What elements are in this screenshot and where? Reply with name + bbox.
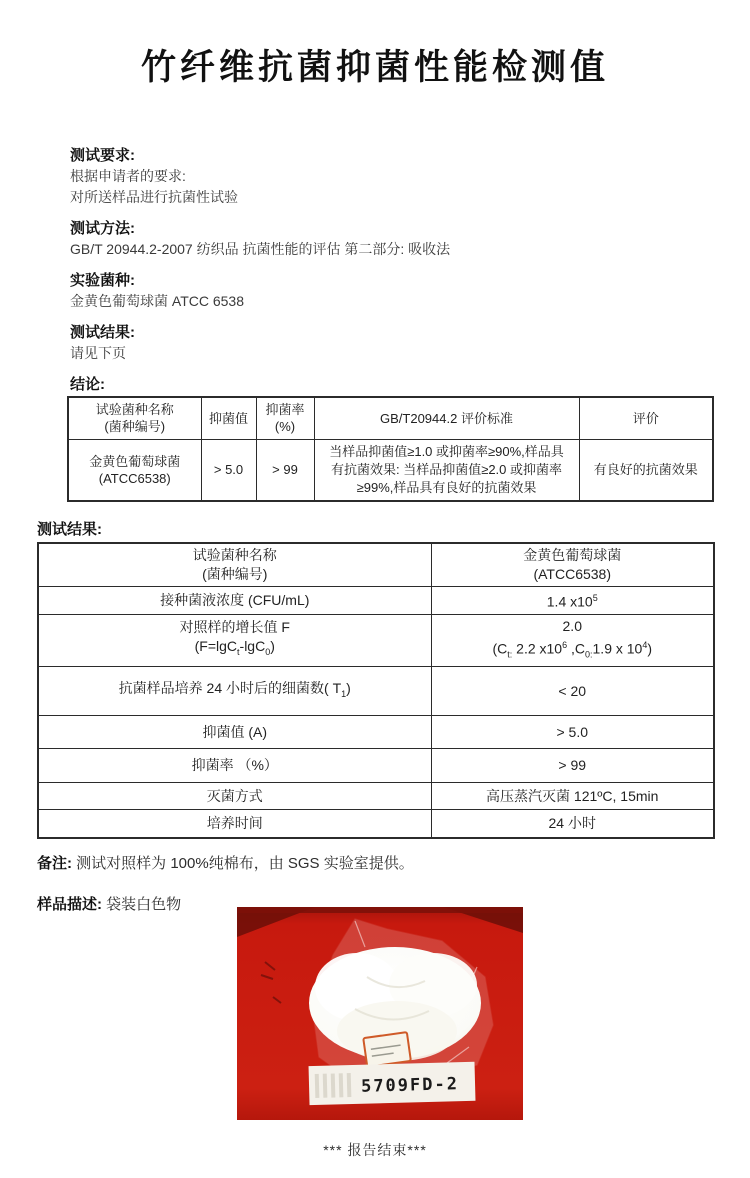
header-evaluation: 评价 [579,397,713,439]
header-strain-name: 试验菌种名称 (菌种编号) [68,397,201,439]
sample-tag [363,1032,411,1067]
results-row-count24-value: < 20 [431,667,714,716]
test-request-line-2: 对所送样品进行抗菌性试验 [70,189,238,205]
results-table [37,542,715,839]
sample-description-line [37,893,181,914]
results-row-inhibition-value [38,716,714,749]
results-row-strain-label: 试验菌种名称 (菌种编号) [38,543,431,587]
page-title: 竹纤维抗菌抑菌性能检测值 [140,48,609,87]
cell-strain-name: 金黄色葡萄球菌 (ATCC6538) [68,439,201,501]
results-row-incubation [38,810,714,838]
remark-label: 备注: [37,855,72,872]
results-row-incubation-label: 培养时间 [38,810,431,838]
info-sections [70,146,670,406]
conclusion-table-data-row [68,439,713,501]
conclusion-label: 结论: [70,376,105,393]
section-test-strain [70,271,670,312]
test-result-label: 测试结果: [70,324,135,341]
sample-description-text: 袋装白色物 [102,896,182,913]
results-row-count24 [38,667,714,716]
results-row-growth-label: 对照样的增长值 F (F=lgC$_t$-lgC$_0$) [38,614,431,666]
test-result-line-1: 请见下页 [70,345,126,361]
test-method-line-1: GB/T 20944.2-2007 纺织品 抗菌性能的评估 第二部分: 吸收法 [70,241,451,257]
results-row-inhibition-rate-value: > 99 [431,749,714,783]
test-request-label: 测试要求: [70,147,135,164]
results-row-growth [38,614,714,666]
results-row-sterilization-label: 灭菌方式 [38,783,431,810]
section-test-method [70,219,670,260]
section-test-request [70,146,670,208]
section-test-result [70,323,670,364]
results-row-sterilization [38,783,714,810]
cell-inhibition-rate: > 99 [256,439,314,501]
photo-label-card [309,1062,476,1105]
section-conclusion [70,375,670,395]
results-row-concentration-label: 接种菌液浓度 (CFU/mL) [38,587,431,615]
remark-text: 测试对照样为 100%纯棉布，由 SGS 实验室提供。 [72,855,414,872]
cell-inhibition-value: > 5.0 [201,439,256,501]
cell-criteria: 当样品抑菌值≥1.0 或抑菌率≥90%,样品具有抗菌效果: 当样品抑菌值≥2.0 或抑菌率≥99%,样品具有良好的抗菌效果 [314,439,579,501]
results-row-growth-value: 2.0 ($C_{t:}$ 2.2 $x10^6$ $,C_{0:}1.9$ x $10^4$) [431,614,714,666]
report-end-footer: *** 报告结束*** [323,1142,427,1158]
sample-description-label: 样品描述: [37,896,102,913]
conclusion-table [67,396,714,502]
photo-label-text: 5709FD-2 [360,1074,460,1097]
results-row-strain-value: 金黄色葡萄球菌 (ATCC6538) [431,543,714,587]
results-row-inhibition-value-value: > 5.0 [431,716,714,749]
results-row-concentration-value: 1.4 $x10^5$ [431,587,714,615]
test-request-line-1: 根据申请者的要求: [70,168,186,184]
header-inhibition-value: 抑菌值 [201,397,256,439]
test-strain-label: 实验菌种: [70,272,135,289]
header-inhibition-rate: 抑菌率 (%) [256,397,314,439]
results-row-strain [38,543,714,587]
results-row-concentration [38,587,714,615]
results-row-incubation-value: 24 小时 [431,810,714,838]
test-method-label: 测试方法: [70,220,135,237]
remark-line [37,852,414,873]
photo-top-band [237,907,523,913]
results-row-sterilization-value: 高压蒸汽灭菌 121ºC, 15min [431,783,714,810]
conclusion-table-header-row [68,397,713,439]
results-section-label: 测试结果: [37,521,102,538]
results-row-inhibition-value-label: 抑菌值 (A) [38,716,431,749]
results-row-inhibition-rate [38,749,714,783]
sample-photo [237,907,523,1120]
header-criteria: GB/T20944.2 评价标准 [314,397,579,439]
results-row-inhibition-rate-label: 抑菌率 （%） [38,749,431,783]
cell-evaluation: 有良好的抗菌效果 [579,439,713,501]
test-strain-line-1: 金黄色葡萄球菌 ATCC 6538 [70,293,244,309]
results-row-count24-label: 抗菌样品培养 24 小时后的细菌数( $T_1$) [38,667,431,716]
